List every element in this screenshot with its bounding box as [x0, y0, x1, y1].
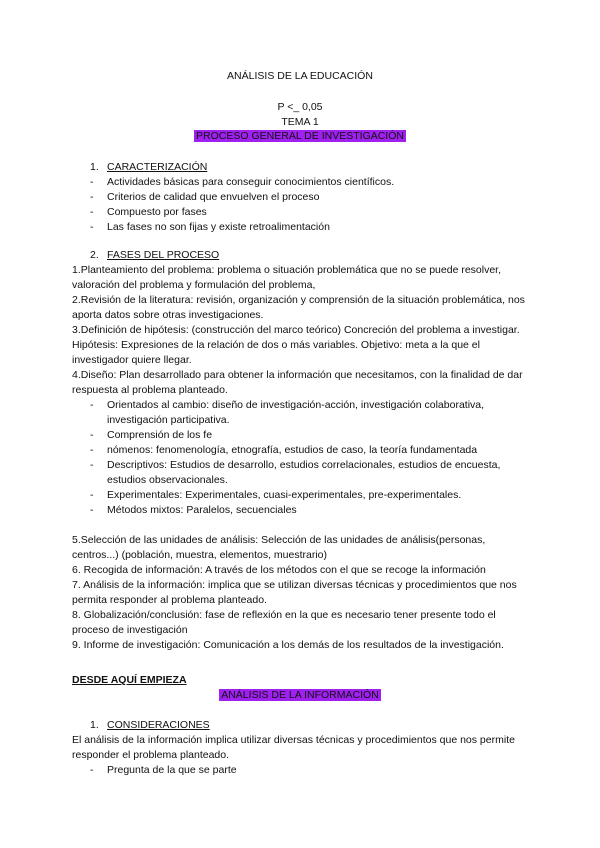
part-two: [72, 673, 532, 778]
document-title: ANÁLISIS DE LA EDUCACIÓN: [227, 70, 373, 82]
phase-1: 1.Planteamiento del problema: problema o situación problemática que no se puede resolver, valoración del problema y formulación del problema,: [72, 264, 502, 291]
section-number: 1.: [90, 719, 99, 731]
phase-7: 7. Análisis de la información: implica que se utilizan diversas técnicas y procedimientos que nos permita responder al problema planteado.: [72, 579, 517, 606]
tema-label: TEMA 1: [281, 116, 319, 128]
caracterizacion-list: [72, 175, 532, 235]
section-fases: [72, 248, 532, 653]
section-number: 2.: [90, 249, 99, 261]
consideraciones-list: [72, 763, 532, 778]
list-item: - nómenos: fenomenología, etnografía, estudios de caso, la teoría fundamentada: [72, 443, 532, 458]
highlight-title-2-text: ANÁLISIS DE LA INFORMACIÓN: [221, 689, 379, 701]
section-heading: [72, 160, 532, 175]
highlight-title-2: [0, 688, 600, 703]
highlight-title: [0, 130, 600, 142]
design-list: [72, 398, 532, 518]
phase-9: 9. Informe de investigación: Comunicación a los demás de los resultados de la investigación.: [72, 639, 504, 651]
spacer: [72, 703, 532, 718]
list-item: - Compuesto por fases: [72, 205, 532, 220]
list-item: - Comprensión de los fe: [72, 428, 532, 443]
p-value: P <_ 0,05: [277, 101, 323, 113]
phase-8: 8. Globalización/conclusión: fase de reflexión en la que es necesario tener presente todo el proceso de investigación: [72, 609, 496, 636]
section-heading-text: CONSIDERACIONES: [107, 719, 210, 731]
list-item: - Orientados al cambio: diseño de investigación-acción, investigación colaborativa, investigación participativa.: [72, 398, 532, 428]
section-heading-text: CARACTERIZACIÓN: [107, 161, 208, 173]
section-caracterizacion: [72, 160, 532, 235]
list-item: - Criterios de calidad que envuelven el proceso: [72, 190, 532, 205]
list-item: - Las fases no son fijas y existe retroalimentación: [72, 220, 532, 235]
list-item: - Métodos mixtos: Paralelos, secuenciales: [72, 503, 532, 518]
phase-6: 6. Recogida de información: A través de los métodos con el que se recoge la información: [72, 564, 486, 576]
spacer: [72, 518, 532, 533]
list-item: - Experimentales: Experimentales, cuasi-experimentales, pre-experimentales.: [72, 488, 532, 503]
phase-5: 5.Selección de las unidades de análisis: Selección de las unidades de análisis(personas, centros...) (población, muestra, elementos, muestrario): [72, 534, 486, 561]
highlight-title-text: PROCESO GENERAL DE INVESTIGACIÓN: [196, 130, 404, 142]
section-heading: [72, 248, 532, 263]
start-marker: DESDE AQUÍ EMPIEZA: [72, 674, 187, 686]
section-heading-text: FASES DEL PROCESO: [107, 249, 220, 261]
phase-4: 4.Diseño: Plan desarrollado para obtener la información que necesitamos, con la finalidad de dar respuesta al problema planteado.: [72, 369, 523, 396]
phase-3: 3.Definición de hipótesis: (construcción del marco teórico) Concreción del problema a investigar. Hipótesis: Expresiones de la relación de dos o más variables. Objetivo: meta a la que el investigador quiere llegar.: [72, 324, 520, 366]
list-item: - Descriptivos: Estudios de desarrollo, estudios correlacionales, estudios de encuesta, estudios observacionales.: [72, 458, 532, 488]
list-item: - Actividades básicas para conseguir conocimientos científicos.: [72, 175, 532, 190]
list-item: - Pregunta de la que se parte: [72, 763, 532, 778]
phase-2: 2.Revisión de la literatura: revisión, organización y comprensión de la situación problemática, nos aporta datos sobre otras investigaciones.: [72, 294, 525, 321]
section-heading: [72, 718, 532, 733]
section-number: 1.: [90, 161, 99, 173]
consideraciones-text: El análisis de la información implica utilizar diversas técnicas y procedimientos que nos permite responder el problema planteado.: [72, 734, 515, 761]
